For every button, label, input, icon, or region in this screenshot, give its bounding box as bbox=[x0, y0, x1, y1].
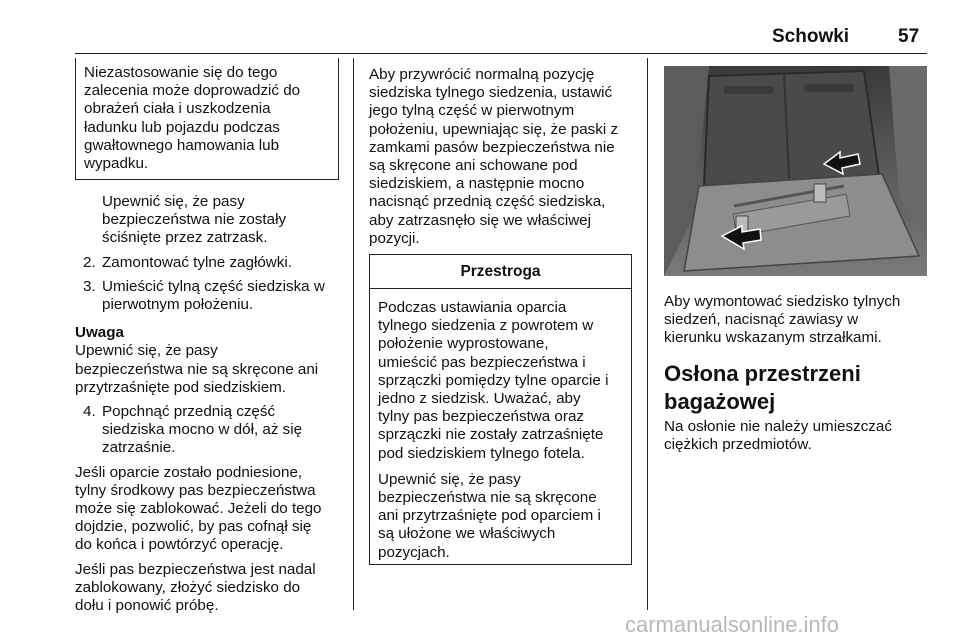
warning-line: gwałtownego hamowania lub bbox=[84, 136, 280, 154]
column-1-text bbox=[75, 193, 343, 615]
instruction-paragraph bbox=[75, 193, 343, 248]
column-divider-2 bbox=[647, 58, 648, 610]
text-line: sprzączki pomiędzy tylne oparcie i bbox=[378, 371, 609, 389]
warning-line: ładunku lub pojazdu podczas bbox=[84, 118, 280, 136]
text-line: tylny pas bezpieczeństwa oraz bbox=[378, 408, 584, 426]
text-line: Aby wymontować siedzisko tylnych bbox=[664, 293, 901, 310]
note-heading: Uwaga bbox=[75, 324, 124, 342]
text-line: pozycjach. bbox=[378, 543, 450, 561]
text-line: Zamontować tylne zagłówki. bbox=[102, 253, 292, 271]
text-line: położeniu, upewniając się, że paski z bbox=[369, 120, 619, 138]
text-line: pierwotnym położeniu. bbox=[102, 296, 254, 314]
column-3-text bbox=[664, 293, 929, 454]
page-header-title: Schowki bbox=[772, 26, 850, 47]
watermark: carmanualsonline.info bbox=[625, 612, 840, 637]
text-line: są ułożone we właściwych bbox=[378, 525, 556, 543]
text-line: siedzeń, nacisnąć zawiasy w bbox=[664, 311, 859, 329]
caution-box bbox=[369, 254, 632, 565]
text-line: Upewnić się, że pasy bbox=[75, 342, 218, 360]
text-line: przytrzaśnięte pod siedziskiem. bbox=[75, 378, 287, 396]
step-number: 2. bbox=[83, 253, 96, 271]
warning-line: wypadku. bbox=[84, 155, 149, 173]
text-line: tylny środkowy pas bezpieczeństwa bbox=[75, 481, 316, 499]
text-line: tylnego siedzenia z powrotem w bbox=[378, 317, 594, 335]
step-4 bbox=[75, 403, 343, 458]
text-line: sprzączki nie zostały zatrzaśnięte bbox=[378, 426, 604, 444]
text-line: jego tylną część w pierwotnym bbox=[369, 102, 575, 120]
caution-paragraph bbox=[378, 299, 623, 463]
text-line: ani przytrzaśnięte pod oparciem i bbox=[378, 507, 601, 525]
text-line: Na osłonie nie należy umieszczać bbox=[664, 417, 892, 435]
text-line: zatrzaśnie. bbox=[102, 439, 176, 457]
page-number: 57 bbox=[898, 26, 920, 47]
text-line: Upewnić się, że pasy bbox=[102, 193, 245, 210]
text-line: są skręcone ani schowane pod bbox=[369, 157, 578, 175]
body-paragraph bbox=[75, 561, 343, 616]
text-line: bezpieczeństwa nie są skręcone bbox=[378, 489, 597, 507]
text-line: Popchnąć przednią część bbox=[102, 403, 276, 421]
text-line: dołu i ponowić próbę. bbox=[75, 597, 219, 615]
text-line: Jeśli pas bezpieczeństwa jest nadal bbox=[75, 560, 316, 578]
text-line: Podczas ustawiania oparcia bbox=[378, 299, 567, 316]
text-line: Upewnić się, że pasy bbox=[378, 470, 521, 488]
warning-line: Niezastosowanie się do tego bbox=[84, 64, 278, 81]
text-line: zablokowany, złożyć siedzisko do bbox=[75, 578, 301, 596]
text-line: nacisnąć przednią część siedziska, bbox=[369, 193, 606, 211]
heading-line: Osłona przestrzeni bbox=[664, 360, 861, 386]
step-2 bbox=[75, 254, 343, 272]
image-caption bbox=[664, 293, 929, 348]
warning-box bbox=[75, 58, 339, 180]
text-line: Jeśli oparcie zostało podniesione, bbox=[75, 463, 303, 481]
text-line: kierunku wskazanym strzałkami. bbox=[664, 329, 882, 347]
text-line: aby zatrzasnęło się we właściwej bbox=[369, 211, 591, 229]
text-line: siedziska tylnego siedzenia, ustawić bbox=[369, 84, 613, 102]
caution-title: Przestroga bbox=[370, 255, 631, 289]
text-line: dojdzie, pozwolić, by pas cofnął się bbox=[75, 518, 312, 536]
warning-line: zalecenia może doprowadzić do bbox=[84, 82, 301, 100]
text-line: Aby przywrócić normalną pozycję bbox=[369, 66, 595, 83]
warning-line: obrażeń ciała i uszkodzenia bbox=[84, 100, 271, 118]
text-line: ściśnięte przez zatrzask. bbox=[102, 229, 268, 247]
caution-paragraph bbox=[378, 471, 623, 562]
step-number: 3. bbox=[83, 277, 96, 295]
body-paragraph bbox=[75, 464, 343, 555]
text-line: ciężkich przedmiotów. bbox=[664, 435, 812, 453]
text-line: bezpieczeństwa nie są skręcone ani bbox=[75, 360, 319, 378]
column-2-text bbox=[369, 66, 637, 248]
section-paragraph bbox=[664, 418, 929, 454]
text-line: do końca i powtórzyć operację. bbox=[75, 536, 284, 554]
text-line: pozycji. bbox=[369, 229, 420, 247]
text-line: zamkami pasów bezpieczeństwa nie bbox=[369, 138, 615, 156]
text-line: jedno z siedzisk. Uważać, aby bbox=[378, 390, 581, 408]
text-line: Umieścić tylną część siedziska w bbox=[102, 277, 325, 295]
text-line: siedziskiem, a następnie mocno bbox=[369, 175, 585, 193]
rear-seat-photo bbox=[664, 66, 927, 276]
section-heading bbox=[664, 360, 929, 416]
text-line: może się zablokować. Jeżeli do tego bbox=[75, 500, 322, 518]
step-number: 4. bbox=[83, 403, 96, 421]
text-line: siedziska mocno w dół, aż się bbox=[102, 421, 303, 439]
step-3 bbox=[75, 278, 343, 314]
note-block bbox=[75, 324, 343, 397]
header-rule bbox=[75, 53, 927, 54]
column-divider-1 bbox=[353, 58, 354, 610]
text-line: położenie wyprostowane, bbox=[378, 335, 549, 353]
text-line: umieścić pas bezpieczeństwa i bbox=[378, 353, 586, 371]
text-line: pod siedziskiem tylnego fotela. bbox=[378, 444, 585, 462]
text-line: bezpieczeństwa nie zostały bbox=[102, 211, 287, 229]
heading-line: bagażowej bbox=[664, 388, 776, 414]
